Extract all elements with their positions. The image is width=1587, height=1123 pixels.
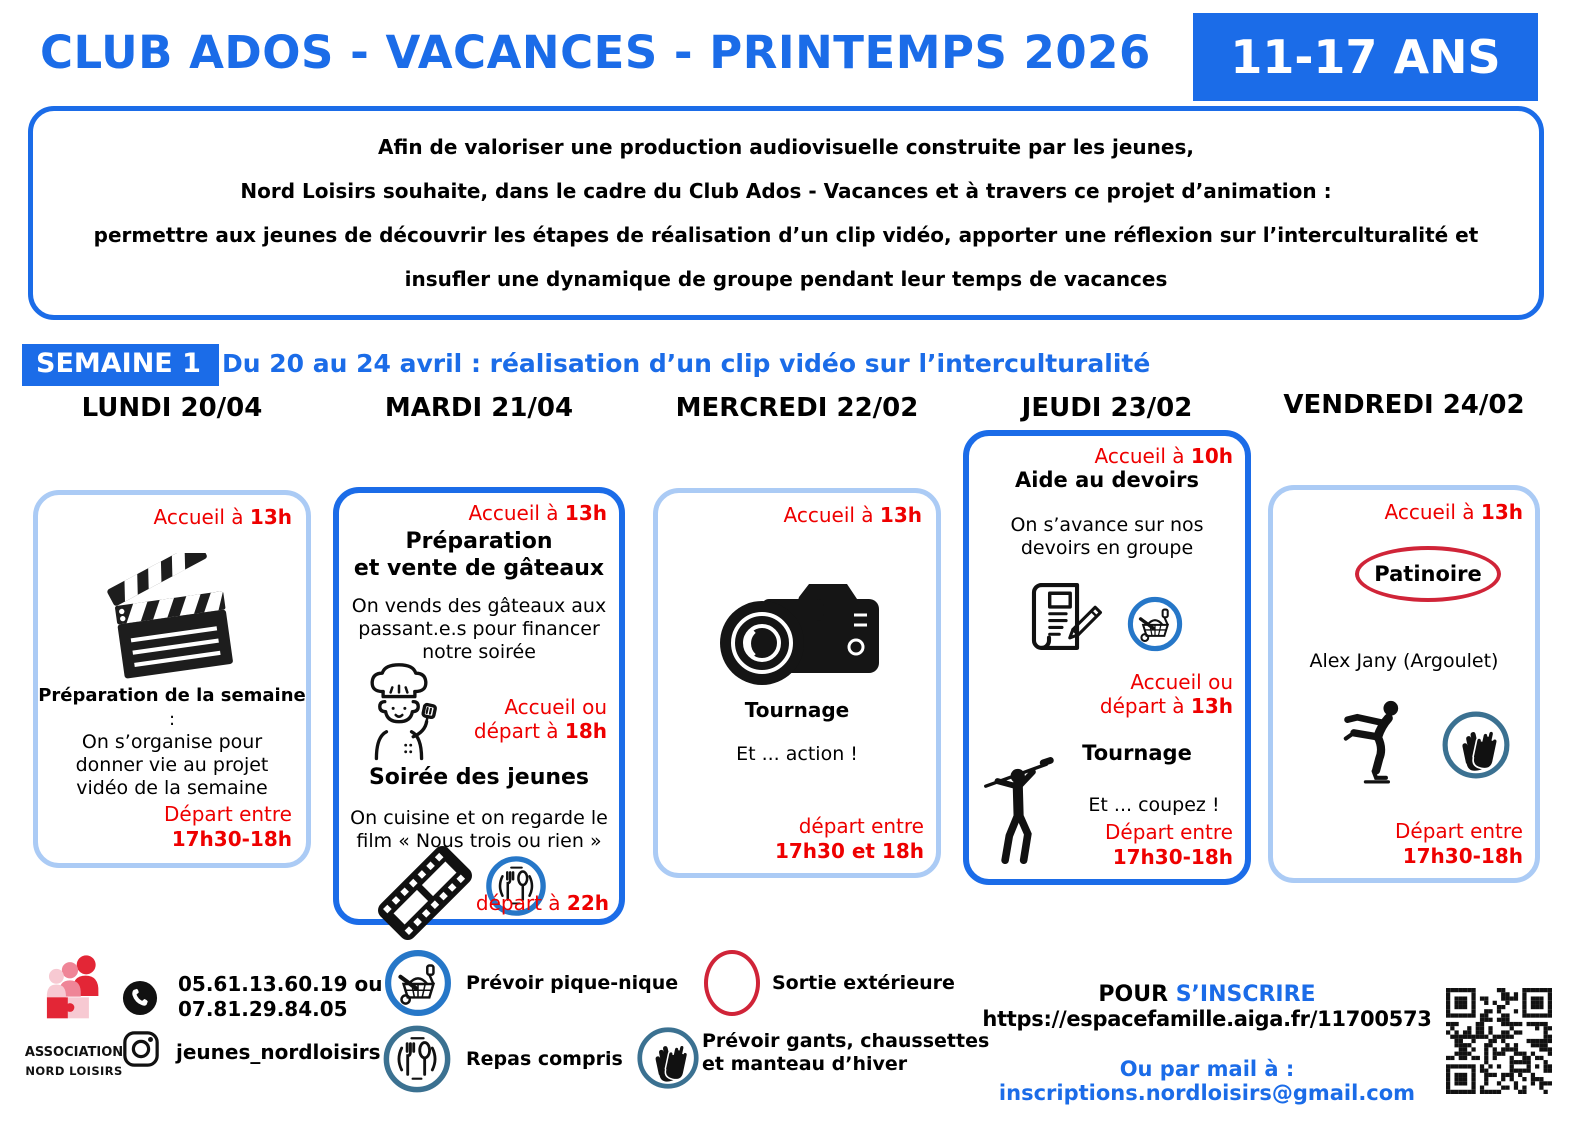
week-badge: SEMAINE 1 — [22, 344, 219, 386]
phone-numbers — [178, 972, 383, 1021]
intro-line: permettre aux jeunes de découvrir les étapes de réalisation d’un clip vidéo, apporter une réflexion sur l’interculturalité et — [93, 223, 1479, 247]
gloves-legend-label — [702, 1030, 989, 1076]
thursday-accueil: Accueil à 10h — [1094, 444, 1233, 468]
friday-title: Patinoire — [1374, 562, 1482, 586]
camera-icon — [704, 573, 889, 698]
signup-title: POUR S’INSCRIRE — [1098, 982, 1316, 1007]
intro-line: Nord Loisirs souhaite, dans le cadre du Club Ados - Vacances et à travers ce projet d’animation : — [240, 179, 1332, 203]
picnic-icon — [1127, 596, 1183, 657]
ice-skater-icon — [1331, 696, 1413, 791]
tuesday-title-2: Soirée des jeunes — [368, 765, 590, 790]
thursday-mid-time: Accueil ou départ à 13h — [1099, 670, 1233, 719]
wednesday-accueil: Accueil à 13h — [783, 503, 922, 527]
gloves-legend-line1: Prévoir gants, chaussettes — [702, 1030, 990, 1052]
card-wednesday — [653, 488, 941, 878]
age-badge: 11-17 ANS — [1193, 13, 1538, 101]
thursday-title-1: Aide au devoirs — [1015, 468, 1199, 492]
chef-icon — [353, 663, 445, 767]
friday-body: Alex Jany (Argoulet) — [1309, 650, 1499, 672]
signup-mail-label: Ou par mail à : — [1119, 1057, 1295, 1081]
tuesday-title-1: Préparation et vente de gâteaux — [353, 529, 605, 581]
tuesday-body-1: On vends des gâteaux aux passant.e.s pour financer notre soirée — [351, 595, 607, 664]
signup-block — [972, 982, 1442, 1105]
association-name-line2: NORD LOISIRS — [25, 1063, 123, 1078]
gloves-icon — [1441, 710, 1511, 785]
friday-accueil: Accueil à 13h — [1384, 500, 1523, 524]
phone-line2: 07.81.29.84.05 — [178, 996, 348, 1021]
film-strip-icon — [377, 845, 473, 946]
week-subtitle: Du 20 au 24 avril : réalisation d’un clip vidéo sur l’interculturalité — [222, 349, 1151, 378]
gloves-legend-line2: et manteau d’hiver — [702, 1053, 908, 1076]
monday-title: Préparation de la semaine — [38, 685, 306, 706]
monday-accueil: Accueil à 13h — [153, 505, 292, 529]
card-tuesday — [333, 487, 625, 925]
boom-operator-icon — [979, 754, 1059, 873]
instagram-handle[interactable]: jeunes_nordloisirs — [176, 1040, 381, 1064]
signup-url[interactable]: https://espacefamille.aiga.fr/11700573 — [982, 1007, 1432, 1031]
friday-depart: Départ entre 17h30-18h — [1395, 819, 1523, 868]
day-header-friday: VENDREDI 24/02 — [1283, 390, 1525, 420]
qr-code[interactable] — [1446, 988, 1552, 1098]
association-name — [8, 1044, 140, 1080]
intro-box — [28, 106, 1544, 320]
intro-line: Afin de valoriser une production audiovisuelle construite par les jeunes, — [378, 135, 1194, 159]
day-header-wednesday: MERCREDI 22/02 — [675, 393, 919, 423]
picnic-legend-icon — [384, 949, 452, 1021]
card-thursday — [963, 430, 1251, 885]
gloves-legend-icon — [636, 1026, 700, 1094]
thursday-depart: Départ entre 17h30-18h — [1105, 820, 1233, 869]
clapperboard-icon — [94, 553, 249, 687]
association-logo — [40, 954, 108, 1023]
instagram-icon — [122, 1030, 160, 1072]
picnic-legend-label: Prévoir pique-nique — [466, 972, 679, 994]
thursday-body-1: On s’avance sur nos devoirs en groupe — [1010, 514, 1204, 560]
page-title: CLUB ADOS - VACANCES - PRINTEMPS 2026 — [40, 26, 1151, 79]
tuesday-body-2: On cuisine et on regarde le film « Nous trois ou rien » — [350, 807, 608, 853]
wednesday-title: Tournage — [744, 698, 850, 722]
tuesday-accueil: Accueil à 13h — [468, 501, 607, 525]
day-header-thursday: JEUDI 23/02 — [1021, 393, 1193, 423]
card-monday — [33, 490, 311, 868]
outing-legend-label: Sortie extérieure — [772, 972, 955, 994]
signup-email[interactable]: inscriptions.nordloisirs@gmail.com — [998, 1081, 1416, 1105]
association-name-line1: ASSOCIATION — [24, 1045, 124, 1060]
wednesday-body: Et ... action ! — [736, 743, 858, 765]
wednesday-depart: départ entre 17h30 et 18h — [774, 814, 924, 863]
card-friday — [1268, 485, 1540, 883]
tuesday-mid-time: Accueil ou départ à 18h — [473, 695, 607, 744]
monday-depart: Départ entre 17h30-18h — [164, 802, 292, 851]
day-header-tuesday: MARDI 21/04 — [384, 393, 574, 423]
monday-colon: : — [168, 709, 176, 730]
homework-icon — [1021, 578, 1103, 662]
intro-line: insufler une dynamique de groupe pendant leur temps de vacances — [404, 267, 1168, 291]
phone-icon — [122, 980, 158, 1020]
phone-line1: 05.61.13.60.19 ou — [178, 972, 383, 996]
qr-pattern — [1446, 988, 1552, 1094]
thursday-body-2: Et ... coupez ! — [1088, 794, 1220, 816]
friday-title-ellipse — [1355, 546, 1501, 602]
tuesday-depart: départ à 22h — [475, 891, 609, 915]
outing-circle-icon — [704, 950, 760, 1016]
day-header-monday: LUNDI 20/04 — [81, 393, 263, 423]
thursday-title-2: Tournage — [1082, 741, 1192, 765]
monday-body: On s’organise pour donner vie au projet vidéo de la semaine — [75, 731, 269, 800]
meal-legend-icon — [382, 1024, 452, 1098]
meal-legend-label: Repas compris — [466, 1048, 623, 1070]
